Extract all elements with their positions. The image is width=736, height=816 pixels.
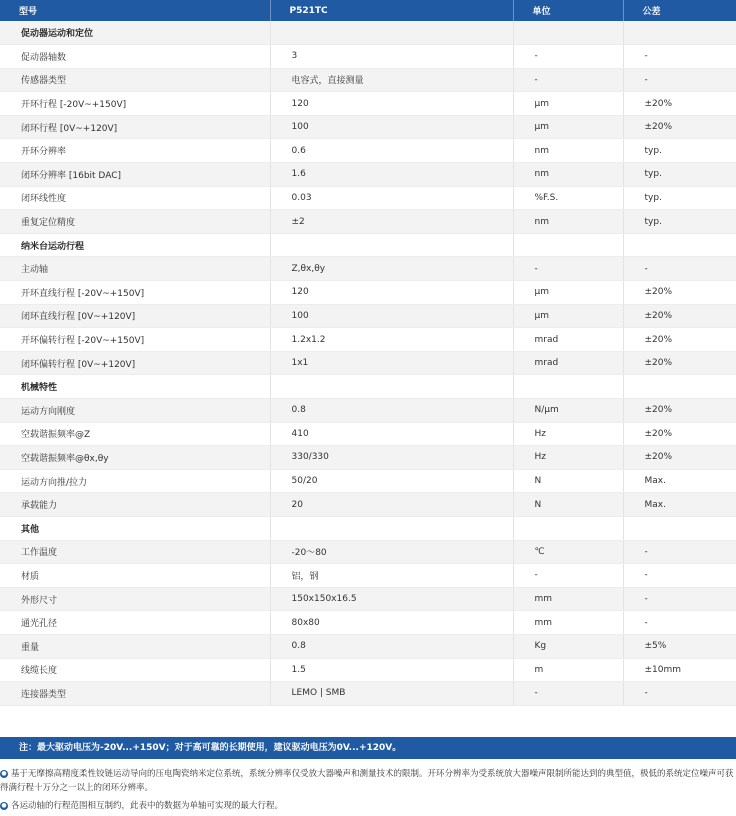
cell-tolerance: -: [623, 564, 736, 588]
cell-tolerance: ±20%: [623, 351, 736, 375]
cell-value: [270, 375, 513, 399]
cell-param: 传感器类型: [0, 68, 270, 92]
section-row: [0, 375, 736, 399]
table-row: [0, 351, 736, 375]
table-row: [0, 45, 736, 69]
cell-tolerance: [623, 516, 736, 540]
cell-value: [270, 233, 513, 257]
cell-unit: Hz: [513, 446, 623, 470]
table-row: [0, 611, 736, 635]
cell-tolerance: -: [623, 257, 736, 281]
cell-param: 闭环线性度: [0, 186, 270, 210]
cell-param: 空载谐振频率@Z: [0, 422, 270, 446]
cell-unit: nm: [513, 210, 623, 234]
cell-param: 工作温度: [0, 540, 270, 564]
cell-unit: [513, 21, 623, 45]
cell-param: 连接器类型: [0, 682, 270, 706]
cell-value: 410: [270, 422, 513, 446]
cell-param: 运动方向刚度: [0, 399, 270, 423]
cell-tolerance: Max.: [623, 493, 736, 517]
table-row: [0, 139, 736, 163]
cell-value: 0.8: [270, 634, 513, 658]
cell-unit: μm: [513, 92, 623, 116]
cell-tolerance: typ.: [623, 163, 736, 187]
cell-unit: μm: [513, 115, 623, 139]
cell-tolerance: typ.: [623, 139, 736, 163]
cell-tolerance: -: [623, 540, 736, 564]
footnote-2: [0, 799, 736, 813]
table-row: [0, 469, 736, 493]
header-row: [0, 0, 736, 21]
table-row: [0, 493, 736, 517]
cell-unit: Kg: [513, 634, 623, 658]
cell-unit: nm: [513, 163, 623, 187]
cell-value: 铝，钢: [270, 564, 513, 588]
cell-param: 促动器运动和定位: [0, 21, 270, 45]
cell-tolerance: typ.: [623, 186, 736, 210]
cell-value: 150x150x16.5: [270, 587, 513, 611]
cell-unit: mrad: [513, 351, 623, 375]
table-row: [0, 186, 736, 210]
cell-unit: -: [513, 68, 623, 92]
table-row: [0, 399, 736, 423]
table-row: [0, 92, 736, 116]
cell-param: 运动方向推/拉力: [0, 469, 270, 493]
cell-param: 纳米台运动行程: [0, 233, 270, 257]
cell-value: ±2: [270, 210, 513, 234]
cell-param: 承载能力: [0, 493, 270, 517]
cell-param: 开环偏转行程 [-20V~+150V]: [0, 328, 270, 352]
table-row: [0, 682, 736, 706]
table-row: [0, 210, 736, 234]
cell-param: 其他: [0, 516, 270, 540]
cell-tolerance: ±10mm: [623, 658, 736, 682]
cell-tolerance: ±20%: [623, 115, 736, 139]
cell-value: 120: [270, 281, 513, 305]
cell-value: 20: [270, 493, 513, 517]
cell-param: 闭环行程 [0V~+120V]: [0, 115, 270, 139]
section-row: [0, 21, 736, 45]
footnote-2-text: 各运动轴的行程范围相互制约，此表中的数据为单轴可实现的最大行程。: [11, 801, 284, 811]
cell-tolerance: [623, 375, 736, 399]
table-row: [0, 564, 736, 588]
cell-param: 空载谐振频率@θx,θy: [0, 446, 270, 470]
cell-unit: N: [513, 469, 623, 493]
cell-tolerance: ±20%: [623, 92, 736, 116]
header-model: 型号: [0, 0, 270, 21]
cell-unit: [513, 375, 623, 399]
table-body: [0, 21, 736, 705]
cell-tolerance: Max.: [623, 469, 736, 493]
cell-value: Z,θx,θy: [270, 257, 513, 281]
cell-unit: nm: [513, 139, 623, 163]
cell-value: 50/20: [270, 469, 513, 493]
cell-unit: Hz: [513, 422, 623, 446]
header-unit: 单位: [513, 0, 623, 21]
cell-value: -20～80: [270, 540, 513, 564]
table-row: [0, 304, 736, 328]
cell-tolerance: ±20%: [623, 399, 736, 423]
table-row: [0, 257, 736, 281]
cell-unit: mm: [513, 587, 623, 611]
cell-value: 0.8: [270, 399, 513, 423]
cell-unit: mrad: [513, 328, 623, 352]
cell-value: 1.5: [270, 658, 513, 682]
cell-value: 330/330: [270, 446, 513, 470]
cell-tolerance: -: [623, 682, 736, 706]
cell-tolerance: ±20%: [623, 422, 736, 446]
voltage-note: 注：最大驱动电压为-20V...+150V；对于高可靠的长期使用，建议驱动电压为0V...+120V。: [0, 737, 736, 759]
cell-tolerance: ±20%: [623, 304, 736, 328]
table-row: [0, 634, 736, 658]
cell-param: 机械特性: [0, 375, 270, 399]
cell-unit: μm: [513, 304, 623, 328]
cell-value: 1.2x1.2: [270, 328, 513, 352]
cell-unit: m: [513, 658, 623, 682]
cell-unit: mm: [513, 611, 623, 635]
footnote-1-text: 基于无摩擦高精度柔性铰链运动导向的压电陶瓷纳米定位系统，系统分辨率仅受放大器噪声和测量技术的限制。开环分辨率为受系统放大器噪声限制所能达到的典型值，极低的系统定位噪声可获得满行程十万分之一以上的闭环分辨率。: [0, 769, 734, 793]
cell-unit: -: [513, 564, 623, 588]
cell-tolerance: -: [623, 68, 736, 92]
cell-tolerance: [623, 233, 736, 257]
cell-unit: μm: [513, 281, 623, 305]
info-bullet-icon: ●: [1, 801, 7, 809]
cell-value: 120: [270, 92, 513, 116]
cell-value: [270, 516, 513, 540]
table-row: [0, 422, 736, 446]
cell-unit: -: [513, 682, 623, 706]
cell-tolerance: -: [623, 587, 736, 611]
cell-unit: ℃: [513, 540, 623, 564]
cell-value: 3: [270, 45, 513, 69]
cell-param: 线缆长度: [0, 658, 270, 682]
table-row: [0, 163, 736, 187]
info-bullet-icon: ●: [1, 769, 7, 777]
cell-value: 80x80: [270, 611, 513, 635]
cell-param: 主动轴: [0, 257, 270, 281]
cell-param: 促动器轴数: [0, 45, 270, 69]
cell-param: 开环行程 [-20V~+150V]: [0, 92, 270, 116]
table-header: [0, 0, 736, 21]
cell-value: LEMO | SMB: [270, 682, 513, 706]
header-product: P521TC: [270, 0, 513, 21]
cell-value: 1x1: [270, 351, 513, 375]
section-row: [0, 516, 736, 540]
cell-unit: [513, 233, 623, 257]
cell-param: 开环直线行程 [-20V~+150V]: [0, 281, 270, 305]
cell-unit: -: [513, 45, 623, 69]
table-row: [0, 328, 736, 352]
cell-param: 重复定位精度: [0, 210, 270, 234]
cell-param: 重量: [0, 634, 270, 658]
cell-tolerance: [623, 21, 736, 45]
cell-value: [270, 21, 513, 45]
cell-tolerance: -: [623, 45, 736, 69]
footnote-1: [0, 767, 736, 795]
cell-param: 闭环直线行程 [0V~+120V]: [0, 304, 270, 328]
header-tolerance: 公差: [623, 0, 736, 21]
cell-unit: %F.S.: [513, 186, 623, 210]
table-row: [0, 115, 736, 139]
cell-unit: N: [513, 493, 623, 517]
cell-param: 通光孔径: [0, 611, 270, 635]
cell-unit: [513, 516, 623, 540]
table-row: [0, 281, 736, 305]
table-row: [0, 658, 736, 682]
cell-tolerance: ±20%: [623, 328, 736, 352]
cell-tolerance: -: [623, 611, 736, 635]
cell-value: 1.6: [270, 163, 513, 187]
cell-value: 100: [270, 304, 513, 328]
table-row: [0, 68, 736, 92]
cell-param: 闭环偏转行程 [0V~+120V]: [0, 351, 270, 375]
cell-unit: N/μm: [513, 399, 623, 423]
cell-value: 0.6: [270, 139, 513, 163]
table-row: [0, 587, 736, 611]
cell-unit: -: [513, 257, 623, 281]
cell-value: 电容式，直接测量: [270, 68, 513, 92]
cell-tolerance: ±20%: [623, 446, 736, 470]
cell-tolerance: ±5%: [623, 634, 736, 658]
table-row: [0, 446, 736, 470]
cell-param: 闭环分辨率 [16bit DAC]: [0, 163, 270, 187]
cell-param: 开环分辨率: [0, 139, 270, 163]
cell-param: 材质: [0, 564, 270, 588]
cell-tolerance: ±20%: [623, 281, 736, 305]
cell-tolerance: typ.: [623, 210, 736, 234]
cell-value: 0.03: [270, 186, 513, 210]
section-row: [0, 233, 736, 257]
table-row: [0, 540, 736, 564]
cell-value: 100: [270, 115, 513, 139]
cell-param: 外形尺寸: [0, 587, 270, 611]
